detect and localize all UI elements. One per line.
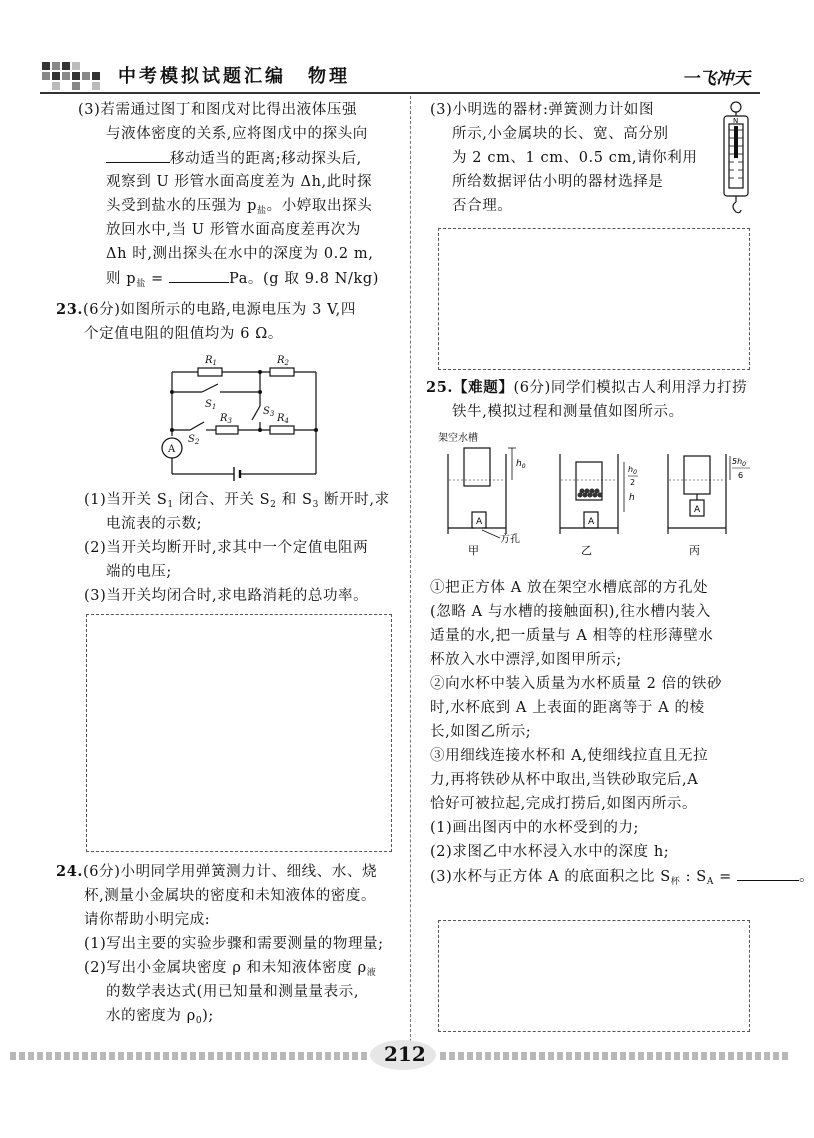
header-title: 中考模拟试题汇编	[118, 66, 286, 87]
label-s2: $S_2$	[188, 434, 200, 446]
q23-line-2: 个定值电阻的阻值均为 6 Ω。	[84, 326, 283, 342]
q23-header: 23.(6分)如图所示的电路,电源电压为 3 V,四	[56, 301, 356, 318]
answer-blank-pressure[interactable]	[169, 268, 229, 283]
q23-answer-box[interactable]	[86, 614, 392, 852]
q24-part3-answer-box[interactable]	[438, 228, 750, 370]
circuit-diagram	[150, 350, 330, 480]
svg-text:A: A	[694, 505, 701, 515]
q22-line-8: 则 $p_盐 = Pa$。(g 取 9.8 N/kg)	[106, 268, 379, 294]
q25-step3-line2: 力,再将铁砂从杯中取出,当铁砂取完后,A	[430, 772, 699, 788]
footer-pattern-left	[10, 1052, 370, 1060]
header-bar	[40, 56, 760, 96]
q22-line-5: 头受到盐水的压强为 $p_盐$。小婷取出探头	[106, 198, 373, 216]
q24-line-2: 杯,测量小金属块的密度和未知液体的密度。	[84, 888, 377, 904]
q24-part2-line2: 的数学表达式(用已知量和测量量表示,	[106, 984, 360, 1000]
q23-part1-line2: 电流表的示数;	[106, 516, 203, 532]
q25-step3-line3: 恰好可被拉起,完成打捞后,如图丙所示。	[430, 796, 698, 812]
q22-line-1: (3)若需通过图丁和图戊对比得出液体压强	[78, 102, 358, 118]
svg-text:甲: 甲	[468, 544, 479, 557]
q23-part1-line1: (1)当开关 $S_1$ 闭合、开关 $S_2$ 和 $S_3$ 断开时,求	[84, 492, 390, 510]
svg-text:A: A	[588, 517, 595, 527]
q22-line-7: Δh 时,测出探头在水中的深度为 0.2 m,	[106, 246, 374, 262]
q25-step2-line3: 长,如图乙所示;	[430, 724, 532, 740]
footer-pattern-right	[440, 1052, 790, 1060]
svg-text:h0: $h_0$	[516, 459, 526, 470]
header-logo-icon	[40, 56, 110, 92]
q23-part2-line1: (2)当开关均断开时,求其中一个定值电阻两	[84, 540, 369, 556]
answer-blank-area-ratio[interactable]	[737, 866, 799, 881]
page-number: 212	[384, 1042, 426, 1066]
q25-answer-box[interactable]	[438, 920, 750, 1032]
label-r2: $R_2$	[277, 355, 289, 367]
q25-part3-line1: (3)水杯与正方体 A 的底面积之比 $S_杯$ : $S_A$ = 。	[430, 866, 814, 892]
spring-scale-icon	[718, 100, 754, 216]
q24-part3-line5: 否合理。	[452, 198, 513, 214]
q25-step2-line2: 时,水杯底到 A 上表面的距离等于 A 的棱	[430, 700, 705, 716]
q25-part1: (1)画出图丙中的水杯受到的力;	[430, 820, 640, 836]
q23-part3: (3)当开关均闭合时,求电路消耗的总功率。	[84, 588, 369, 604]
q22-line-2: 与液体密度的关系,应将图戊中的探头向	[106, 126, 368, 142]
q24-part3-line2: 所示,小金属块的长、宽、高分别	[452, 126, 669, 142]
header-subject: 物理	[308, 66, 350, 87]
q24-part2-line1: (2)写出小金属块密度 ρ 和未知液体密度 $\rho_液$	[84, 960, 377, 978]
q25-figure	[436, 428, 756, 568]
q24-part3-line1: (3)小明选的器材:弹簧测力计如图	[430, 102, 655, 118]
q24-part1: (1)写出主要的实验步骤和需要测量的物理量;	[84, 936, 384, 952]
svg-text:架空水槽: 架空水槽	[438, 433, 478, 444]
label-ammeter: A	[168, 444, 176, 455]
q22-line-3: 移动适当的距离;移动探头后,	[106, 148, 362, 169]
svg-text:方孔: 方孔	[500, 534, 520, 545]
q22-line-4: 观察到 U 形管水面高度差为 Δh,此时探	[106, 174, 373, 190]
label-r1: $R_1$	[205, 355, 217, 367]
svg-text:A: A	[476, 517, 483, 527]
svg-text:丙: 丙	[689, 544, 700, 557]
q25-part2: (2)求图乙中水杯浸入水中的深度 h;	[430, 844, 670, 860]
q25-line-2: 铁牛,模拟过程和测量值如图所示。	[452, 404, 684, 420]
q25-step1-line1: ①把正方体 A 放在架空水槽底部的方孔处	[430, 580, 709, 596]
svg-text:2: 2	[630, 478, 636, 487]
svg-text:5h0: $5h_0$	[732, 457, 746, 468]
svg-text:h0: $h_0$	[628, 465, 637, 476]
q25-step1-line4: 杯放入水中漂浮,如图甲所示;	[430, 652, 622, 668]
header-divider	[40, 92, 760, 94]
label-r4: $R_4$	[277, 413, 289, 425]
q24-part3-line4: 所给数据评估小明的器材选择是	[452, 174, 664, 190]
q23-part2-line2: 端的电压;	[106, 564, 172, 580]
column-divider	[410, 96, 411, 1042]
label-s1: $S_1$	[205, 399, 217, 411]
answer-blank-direction[interactable]	[106, 148, 170, 163]
q24-part3-line3: 为 2 cm、1 cm、0.5 cm,请你利用	[452, 150, 698, 166]
q25-step3-line1: ③用细线连接水杯和 A,使细线拉直且无拉	[430, 748, 709, 764]
q25-step1-line3: 适量的水,把一质量与 A 相等的柱形薄壁水	[430, 628, 714, 644]
q24-header: 24.(6分)小明同学用弹簧测力计、细线、水、烧	[56, 863, 378, 880]
svg-text:6: 6	[738, 471, 744, 480]
svg-text:乙: 乙	[581, 544, 592, 557]
q25-step1-line2: (忽略 A 与水槽的接触面积),往水槽内装入	[430, 604, 711, 620]
q25-header: 25.【难题】(6分)同学们模拟古人利用浮力打捞	[426, 379, 748, 396]
label-r3: $R_3$	[220, 413, 232, 425]
q24-line-3: 请你帮助小明完成:	[84, 912, 211, 928]
label-s3: $S_3$	[263, 406, 275, 418]
q22-line-6: 放回水中,当 U 形管水面高度差再次为	[106, 222, 361, 238]
header-brand: 一飞冲天	[682, 69, 750, 89]
q25-step2-line1: ②向水杯中装入质量为水杯质量 2 倍的铁砂	[430, 676, 723, 692]
svg-text:h: h	[629, 493, 635, 503]
q24-part2-line3: 水的密度为 $\rho_0$);	[106, 1008, 214, 1026]
svg-text:N: N	[733, 117, 739, 125]
